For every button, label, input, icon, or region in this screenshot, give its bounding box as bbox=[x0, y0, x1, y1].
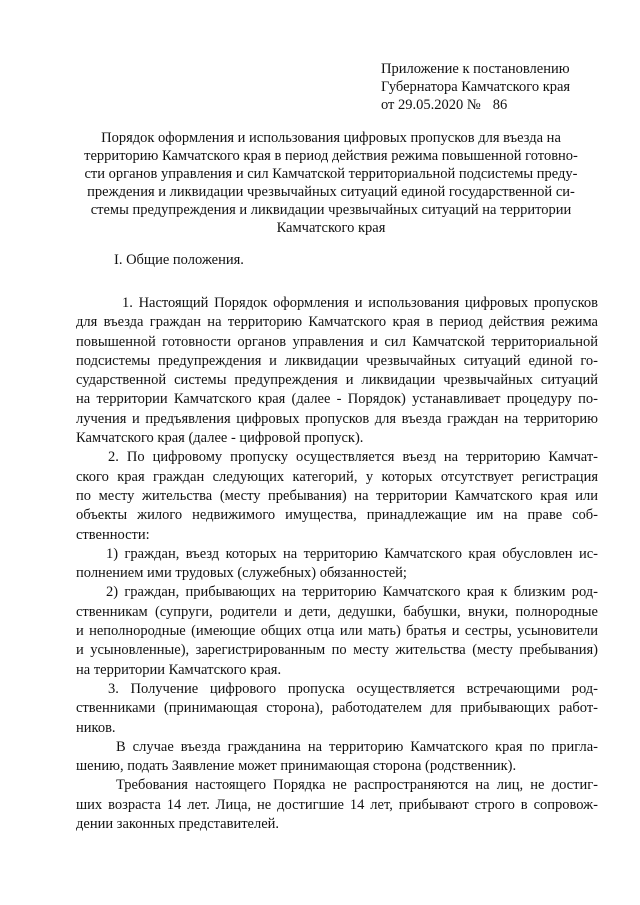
text-line: лучения и предъявления цифровых пропусков для въезда граждан на территорию bbox=[76, 410, 598, 427]
text-line: подсистемы предупреждения и ликвидации чрезвычайных ситуаций единой го- bbox=[76, 352, 598, 369]
appendix-line-1: Приложение к постановлению bbox=[381, 61, 570, 77]
text-line: по месту жительства (месту пребывания) на территории Камчатского края или bbox=[76, 487, 598, 504]
text-line: 1) граждан, въезд которых на территорию Камчатского края обусловлен ис- bbox=[106, 545, 598, 562]
title-line: преждения и ликвидации чрезвычайных ситуаций единой государственной си- bbox=[87, 184, 575, 200]
paragraph-2-item-1 bbox=[76, 545, 598, 584]
text-line: 2. По цифровому пропуску осуществляется въезд на территорию Камчат- bbox=[108, 449, 598, 466]
paragraph-1 bbox=[76, 294, 598, 448]
document-title bbox=[66, 129, 596, 237]
text-line: ников. bbox=[76, 719, 116, 736]
text-line: 3. Получение цифрового пропуска осуществляется встречающими род- bbox=[108, 680, 598, 697]
title-line: территорию Камчатского края в период действия режима повышенной готовно- bbox=[84, 148, 578, 164]
appendix-number: 86 bbox=[492, 97, 508, 113]
title-line: Камчатского края bbox=[276, 220, 386, 236]
title-line: стемы предупреждения и ликвидации чрезвычайных ситуаций на территории bbox=[90, 202, 572, 218]
paragraph-invitation bbox=[76, 738, 598, 777]
text-line: и неполнородные (имеющие общих отца или мать) братья и сестры, усыновители bbox=[76, 623, 598, 640]
section-heading: I. Общие положения. bbox=[114, 252, 244, 268]
text-line: ственности: bbox=[76, 526, 150, 543]
text-line: сударственной системы предупреждения и ликвидации чрезвычайных ситуаций bbox=[76, 372, 598, 389]
text-line: для въезда граждан на территорию Камчатского края в период действия режима bbox=[76, 314, 598, 331]
text-line: объекты жилого недвижимого имущества, принадлежащие им на праве соб- bbox=[76, 507, 598, 524]
text-line: Камчатского края (далее - цифровой пропуск). bbox=[76, 430, 364, 447]
text-line: ственниками (принимающая сторона), работодателем для прибывающих работ- bbox=[76, 700, 598, 717]
paragraph-age-limit bbox=[76, 776, 598, 834]
text-line: В случае въезда гражданина на территорию Камчатского края по пригла- bbox=[116, 738, 598, 755]
document-body bbox=[76, 294, 598, 834]
title-line: сти органов управления и сил Камчатской территориальной подсистемы преду- bbox=[84, 166, 578, 182]
text-line: 1. Настоящий Порядок оформления и использования цифровых пропусков bbox=[122, 295, 598, 311]
appendix-line-2: Губернатора Камчатского края bbox=[381, 79, 571, 95]
text-line: ственникам (супруги, родители и дети, дедушки, бабушки, внуки, полнородные bbox=[76, 603, 598, 620]
text-line: повышенной готовности органов управления и сил Камчатской территориальной bbox=[76, 333, 598, 350]
title-line: Порядок оформления и использования цифровых пропусков для въезда на bbox=[101, 130, 561, 146]
paragraph-2 bbox=[76, 448, 598, 544]
paragraph-3 bbox=[76, 680, 598, 738]
text-line: на территории Камчатского края (далее - Порядок) устанавливает процедуру по- bbox=[76, 391, 598, 408]
appendix-date: от 29.05.2020 № bbox=[381, 97, 481, 113]
text-line: полнением ими трудовых (служебных) обязанностей; bbox=[76, 565, 407, 582]
text-line: дении законных представителей. bbox=[76, 816, 280, 833]
appendix-block bbox=[381, 60, 570, 114]
paragraph-2-item-2 bbox=[76, 583, 598, 679]
text-line: шению, подать Заявление может принимающая сторона (родственник). bbox=[76, 758, 517, 775]
text-line: на территории Камчатского края. bbox=[76, 661, 282, 678]
text-line: ших возраста 14 лет. Лица, не достигшие 14 лет, прибывают строго в сопровож- bbox=[76, 796, 598, 813]
text-line: Требования настоящего Порядка не распространяются на лиц, не достиг- bbox=[116, 777, 598, 794]
text-line: и усыновленные), зарегистрированным по месту жительства (месту пребывания) bbox=[76, 642, 598, 659]
text-line: ского края граждан следующих категорий, у которых отсутствует регистрация bbox=[76, 468, 598, 485]
appendix-date-line bbox=[381, 96, 570, 114]
text-line: 2) граждан, прибывающих на территорию Камчатского края к близким род- bbox=[106, 584, 598, 601]
